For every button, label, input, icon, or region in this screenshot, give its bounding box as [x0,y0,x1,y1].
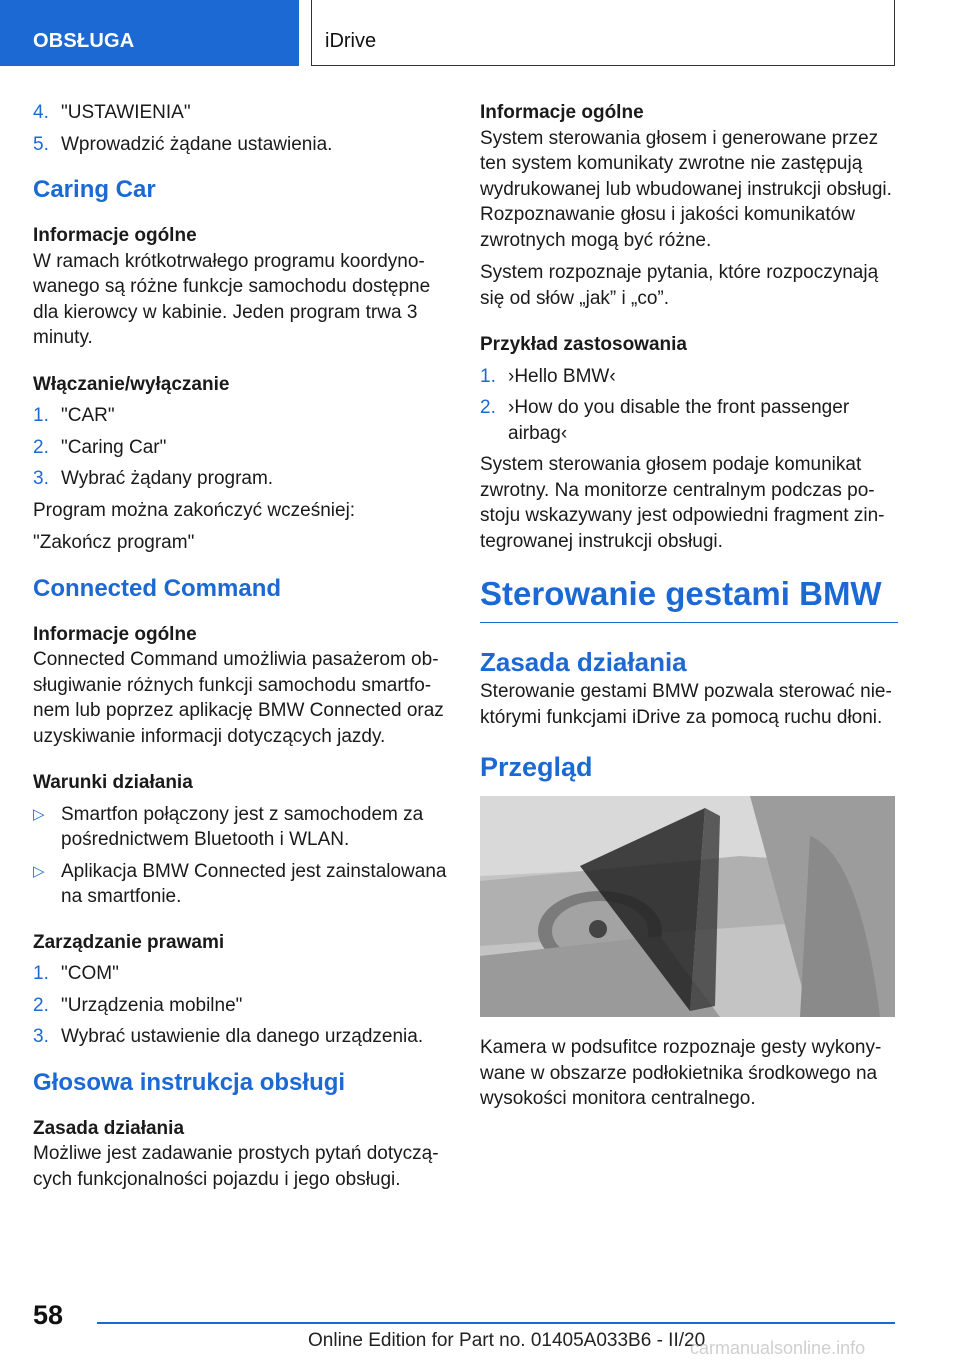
subheading: Warunki działania [33,772,193,793]
paragraph: Connected Command umożliwia pasażerom ob-sługiwanie różnych funkcji samochodu smartfo-nem lub poprzez aplikację BMW Connected oraz uzyskiwanie informacji dotyczących jazdy. [33,649,444,747]
left-column [33,100,450,1199]
right-column [480,100,898,1119]
page-number: 58 [33,1300,64,1330]
list-item: 5. Wprowadzić żądane ustawienia. [33,133,333,155]
list-item: 2. "Urządzenia mobilne" [33,994,243,1016]
paragraph: "Zakończ program" [33,532,195,553]
list-item: 3. Wybrać ustawienie dla danego urządzenia. [33,1026,424,1047]
list-item: 3. Wybrać żądany program. [33,468,274,489]
image-caption: Kamera w podsufitce rozpoznaje gesty wykony-wane w obszarze podłokietnika środkowego na wysokości monitora centralnego. [480,1037,882,1109]
list-item: 1. "CAR" [33,405,115,426]
subheading: Informacje ogólne [480,102,644,123]
paragraph: Możliwe jest zadawanie prostych pytań dotyczą-cych funkcjonalności pojazdu i jego obsługi. [33,1143,439,1190]
list-item: 4. "USTAWIENIA" [33,102,191,123]
list-item: 2. ›How do you disable the front passenger airbag‹ [480,397,850,444]
subheading: Zasada działania [33,1117,185,1139]
edition-footer: Online Edition for Part no. 01405A033B6 - II/20 [308,1330,706,1351]
heading-caring-car: Caring Car [33,176,156,203]
section-tab [0,0,299,66]
heading-overview: Przegląd [480,752,593,782]
list-item: 2. "Caring Car" [33,436,167,458]
paragraph: System sterowania głosem podaje komunikat zwrotny. Na monitorze centralnym podczas po-stoju wskazywany jest odpowiedni fragment zin-tegrowanej instrukcji obsługi. [480,454,885,552]
heading-voice-manual: Głosowa instrukcja obsługi [33,1068,346,1096]
subheading: Zarządzanie prawami [33,931,225,953]
car-interior-illustration [480,796,895,1017]
paragraph: Sterowanie gestami BMW pozwala sterować nie-którymi funkcjami iDrive za pomocą ruchu dłoni. [480,681,892,728]
heading-principle: Zasada działania [480,647,687,677]
footer-divider [97,1322,895,1324]
section-label: OBSŁUGA [33,30,135,52]
car-interior-photo [480,796,895,1017]
chapter-tab [311,0,895,66]
paragraph: Program można zakończyć wcześniej: [33,499,356,521]
subheading: Włączanie/wyłączanie [33,373,230,395]
subheading: Informacje ogólne [33,623,197,645]
chapter-label: iDrive [325,30,377,52]
heading-connected-command: Connected Command [33,574,282,602]
heading-gesture-control: Sterowanie gestami BMW [480,574,898,623]
paragraph: System sterowania głosem i generowane przez ten system komunikaty zwrotne nie zastępują wydrukowanej lub wbudowanej instrukcji obsługi. Rozpoznawanie głosu i jakości komunikatów zwrotnych mogą być różne. [480,127,892,251]
list-item: 1. "COM" [33,963,119,984]
triangle-bullet-icon: ▷ [33,805,45,823]
bullet-item: ▷ Smartfon połączony jest z samochodem za pośrednictwem Bluetooth i WLAN. [33,802,450,853]
paragraph: W ramach krótkotrwałego programu koordyno-wanego są różne funkcje samochodu dostępne dla kierowcy w kabinie. Jeden program trwa 3 minuty. [33,250,431,348]
paragraph: System rozpoznaje pytania, które rozpoczynają się od słów „jak” i „co”. [480,262,879,309]
subheading: Przykład zastosowania [480,334,687,355]
watermark: carmanualsonline.info [690,1338,866,1358]
list-item: 1. ›Hello BMW‹ [480,365,616,387]
bullet-item: ▷ Aplikacja BMW Connected jest zainstalowana na smartfonie. [33,859,450,910]
triangle-bullet-icon: ▷ [33,862,45,880]
subheading: Informacje ogólne [33,225,197,246]
